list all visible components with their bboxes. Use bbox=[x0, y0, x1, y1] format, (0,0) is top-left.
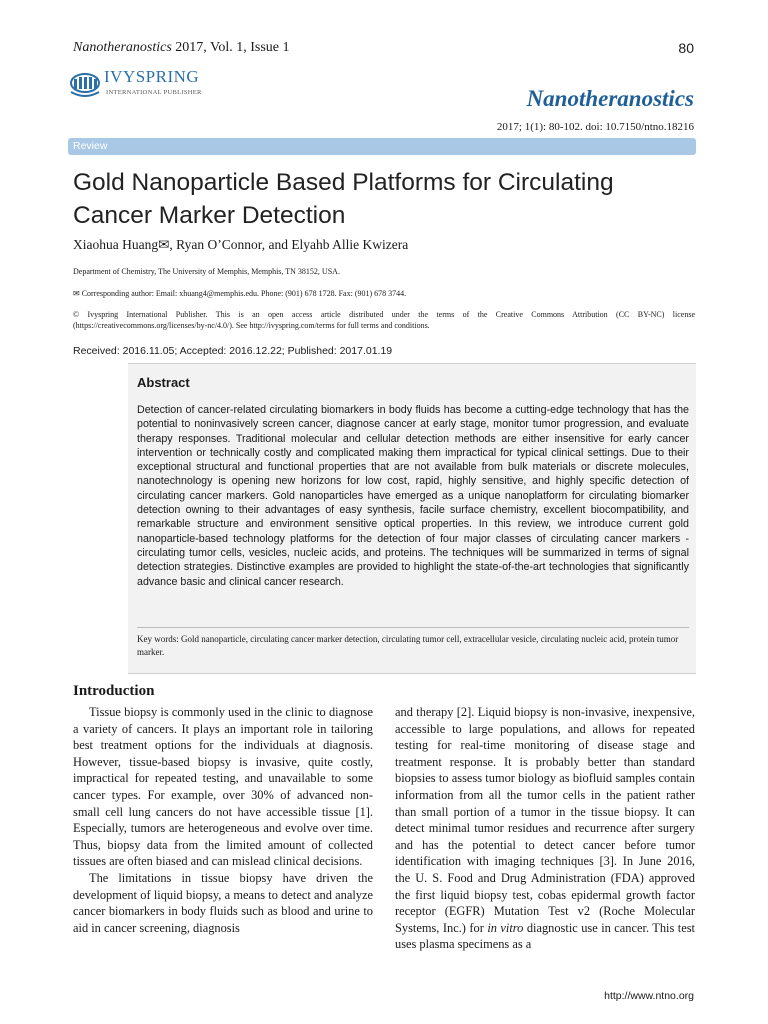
publisher-logo bbox=[68, 67, 238, 108]
article-title: Gold Nanoparticle Based Platforms for Circulating Cancer Marker Detection bbox=[73, 169, 614, 229]
section-bar bbox=[68, 138, 696, 155]
journal-brand-logo: Nanotheranostics bbox=[526, 86, 694, 111]
affiliation: Department of Chemistry, The University of Memphis, Memphis, TN 38152, USA. bbox=[73, 267, 340, 276]
journal-name: Nanotheranostics bbox=[73, 40, 172, 55]
journal-volume: 2017, Vol. 1, Issue 1 bbox=[171, 40, 290, 55]
abstract-text: Detection of cancer-related circulating biomarkers in body fluids has become a cutting-edge technology that has the potential to noninvasively screen cancer, diagnose cancer at early stage, monitor tumor progression, and evaluate therapy responses. Traditional molecular and cellular detection methods are either insensitive for early cancer intervention or technically costly and complicated making them impractical for typical clinical settings. Due to their exceptional structural and functional properties that are not available from bulk materials or discrete molecules, nanotechnology is opening new horizons for low cost, rapid, highly sensitive, and highly specific detection of circulating cancer markers. Gold nanoparticles have emerged as a unique nanoplatform for circulating biomarker detection owning to their advantages of easy synthesis, facile surface chemistry, excellent biocompatibility, and remarkable structure and environment sensitive optical properties. In this review, we introduce current gold nanoparticle-based technology platforms for the detection of four major classes of circulating cancer markers - circulating tumor cells, vesicles, nucleic acids, and proteins. The techniques will be summarized in terms of signal detection strategies. Distinctive examples are provided to highlight the state-of-the-art technologies that significantly advance basic and clinical cancer research. bbox=[137, 404, 689, 588]
publication-dates: Received: 2016.11.05; Accepted: 2016.12.22; Published: 2017.01.19 bbox=[73, 345, 393, 357]
keywords: Key words: Gold nanoparticle, circulating cancer marker detection, circulating tumor cell, extracellular vesicle, circulating nucleic acid, protein tumor marker. bbox=[137, 634, 679, 657]
column-right bbox=[395, 704, 695, 953]
italic-term: in vitro bbox=[487, 920, 524, 935]
footer-url[interactable]: http://www.ntno.org bbox=[604, 990, 694, 1002]
section-label: Review bbox=[73, 140, 108, 152]
paragraph-text: diagnostic use in cancer. This test uses plasma specimens as a bbox=[395, 920, 695, 952]
introduction-heading: Introduction bbox=[73, 683, 155, 699]
publisher-subtitle: INTERNATIONAL PUBLISHER bbox=[106, 89, 202, 96]
paragraph: Tissue biopsy is commonly used in the clinic to diagnose a variety of cancers. It plays an important role in tailoring best treatment options for the individuals at diagnosis. However, tissue-based biopsy is invasive, quite costly, impractical for repeated testing, and unavailable to some cancer types. For example, over 30% of advanced non-small cell lung cancers do not have accessible tissue [1]. Especially, tumors are heterogeneous and evolve over time. Thus, biopsy data from the limited amount of collected tissues are often biased and can mislead clinical decisions. bbox=[73, 705, 373, 869]
page-number: 80 bbox=[678, 40, 694, 56]
abstract-divider bbox=[137, 627, 689, 628]
license-notice: © Ivyspring International Publisher. This is an open access article distributed under the terms of the Creative Commons Attribution (CC BY-NC) license (https://creativecommons.org/licenses/by-nc/4.0/). See http://ivyspring.com/terms for full terms and conditions. bbox=[73, 310, 695, 330]
publisher-name: IVYSPRING bbox=[104, 67, 200, 86]
column-left bbox=[73, 704, 373, 936]
paragraph-text: and therapy [2]. Liquid biopsy is non-invasive, inexpensive, accessible to large populations, and allows for repeated testing for real-time monitoring of disease stage and treatment response. It is probably better than standard biopsies to assess tumor biology as biofluid samples contain information from all the tumor cells in the patient rather than small portion of a tumor in the tissue biopsy. It can detect minimal tumor residues and recurrence after surgery and has the potential to detect cancer before tumor identification with imaging techniques [3]. In June 2016, the U. S. Food and Drug Administration (FDA) approved the first liquid biopsy test, cobas epidermal growth factor receptor (EGFR) Mutation Test v2 (Roche Molecular Systems, Inc.) for bbox=[395, 705, 695, 935]
abstract-heading: Abstract bbox=[137, 375, 190, 390]
paragraph: The limitations in tissue biopsy have driven the development of liquid biopsy, a means to detect and analyze cancer biomarkers in body fluids such as blood and urine to aid in cancer screening, diagnosis bbox=[73, 870, 373, 935]
citation: 2017; 1(1): 80-102. doi: 10.7150/ntno.18216 bbox=[496, 121, 694, 133]
corresponding-author: ✉ Corresponding author: Email: xhuang4@memphis.edu. Phone: (901) 678 1728. Fax: (901) 678 3744. bbox=[73, 289, 407, 298]
paragraph bbox=[395, 704, 695, 953]
journal-header bbox=[73, 40, 290, 56]
ivyspring-emblem-icon bbox=[68, 70, 102, 104]
authors: Xiaohua Huang✉, Ryan O’Connor, and Elyahb Allie Kwizera bbox=[73, 237, 409, 252]
